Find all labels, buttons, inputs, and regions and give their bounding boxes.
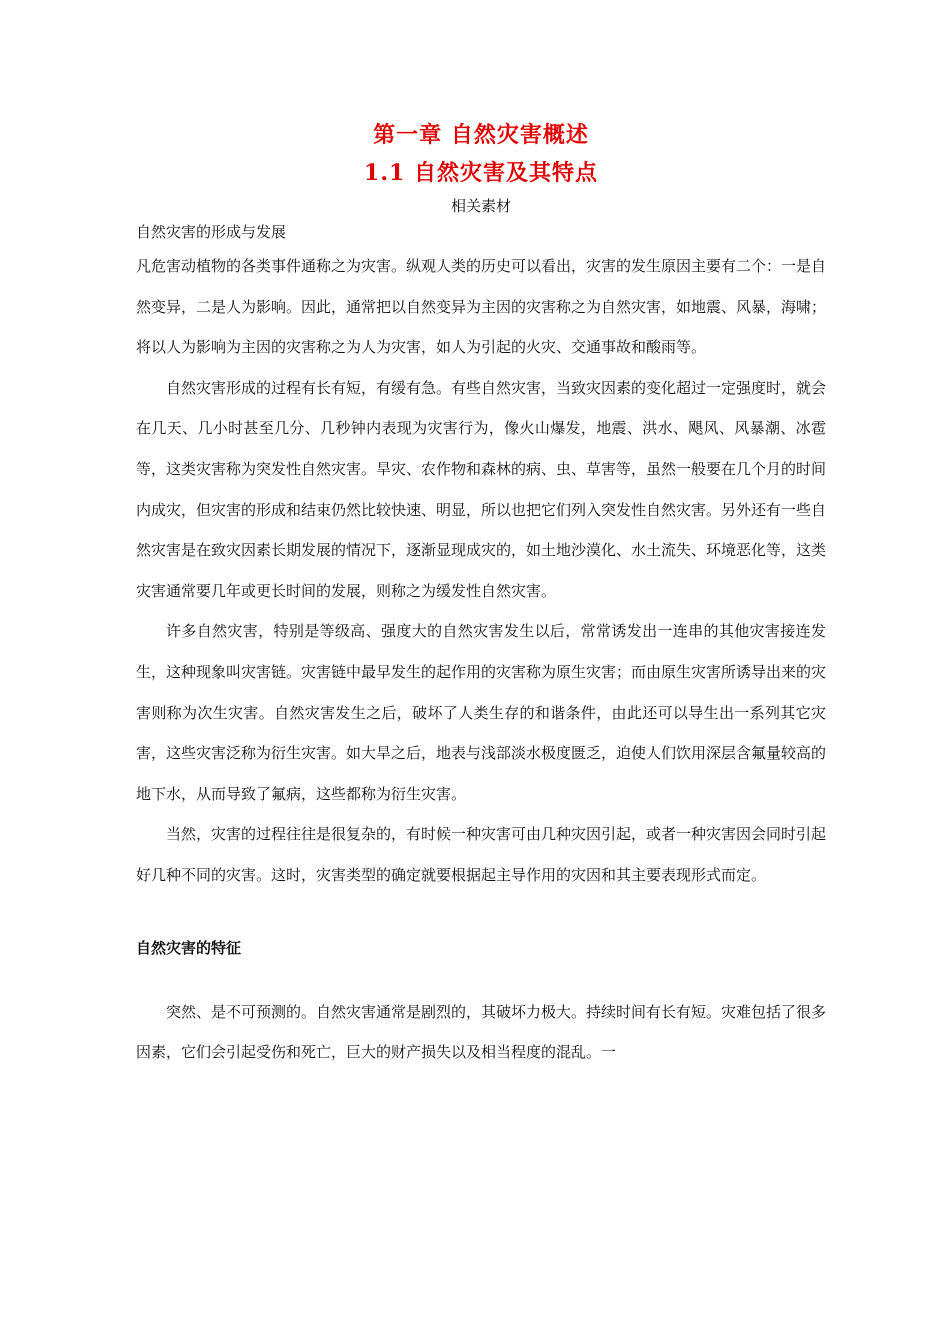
paragraph-4: 当然，灾害的过程往往是很复杂的，有时候一种灾害可由几种灾因引起，或者一种灾害因会同时引起好几种不同的灾害。这时，灾害类型的确定就要根据起主导作用的灾因和其主要表现形式而定。 (136, 825, 827, 884)
section2-paragraph: 突然、是不可预测的。自然灾害通常是剧烈的，其破坏力极大。持续时间有长有短。灾难包括了很多因素，它们会引起受伤和死亡，巨大的财产损失以及相当程度的混乱。一 (136, 1002, 827, 1062)
subtitle: 相关素材 (450, 197, 511, 215)
paragraph-3: 许多自然灾害，特别是等级高、强度大的自然灾害发生以后，常常诱发出一连串的其他灾害接连发生，这种现象叫灾害链。灾害链中最早发生的起作用的灾害称为原生灾害；而由原生灾害所诱导出来的灾害则称为次生灾害。自然灾害发生之后，破坏了人类生存的和谐条件，由此还可以导生出一系列其它灾害，这些灾害泛称为衍生灾害。如大旱之后，地表与浅部淡水极度匮乏，迫使人们饮用深层含氟量较高的地下水，从而导致了氟病，这些都称为衍生灾害。 (136, 622, 827, 803)
paragraph-2: 自然灾害形成的过程有长有短，有缓有急。有些自然灾害，当致灾因素的变化超过一定强度时，就会在几天、几小时甚至几分、几秒钟内表现为灾害行为，像火山爆发，地震、洪水、飓风、风暴潮、冰雹等，这类灾害称为突发性自然灾害。旱灾、农作物和森林的病、虫、草害等，虽然一般要在几个月的时间内成灾，但灾害的形成和结束仍然比较快速、明显，所以也把它们列入突发性自然灾害。另外还有一些自然灾害是在致灾因素长期发展的情况下，逐渐显现成灾的，如土地沙漠化、水土流失、环境恶化等，这类灾害通常要几年或更长时间的发展，则称之为缓发性自然灾害。 (136, 378, 827, 600)
section1-heading: 自然灾害的形成与发展 (136, 223, 287, 241)
document-page (136, 118, 826, 1073)
chapter-title: 第一章 自然灾害概述 (373, 122, 589, 148)
section-title: 1.1 自然灾害及其特点 (364, 160, 598, 186)
section2-heading: 自然灾害的特征 (136, 938, 242, 957)
paragraph-1: 凡危害动植物的各类事件通称之为灾害。纵观人类的历史可以看出，灾害的发生原因主要有二个：一是自然变异，二是人为影响。因此，通常把以自然变异为主因的灾害称之为自然灾害，如地震、风暴，海啸；将以人为影响为主因的灾害称之为人为灾害，如人为引起的火灾、交通事故和酸雨等。 (136, 257, 827, 357)
